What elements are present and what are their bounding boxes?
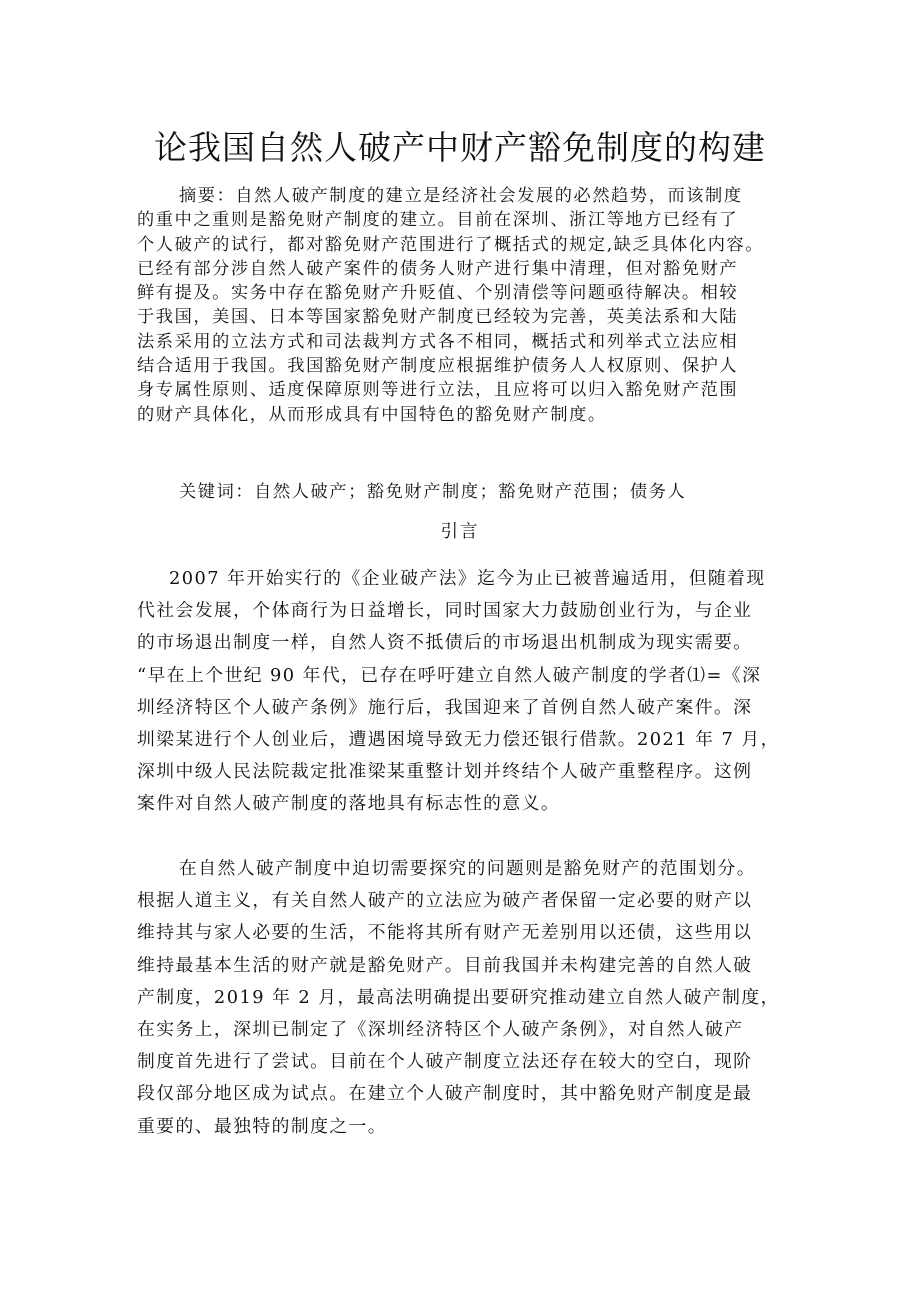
paragraph-line: 圳经济特区个人破产条例》施行后，我国迎来了首例自然人破产案件。深 bbox=[137, 696, 753, 718]
paragraph-line: 重要的、最独特的制度之一。 bbox=[137, 1115, 388, 1137]
paragraph-line: 的市场退出制度一样，自然人资不抵债后的市场退出机制成为现实需要。 bbox=[137, 632, 753, 654]
paragraph-line: 代社会发展，个体商行为日益增长，同时国家大力鼓励创业行为，与企业 bbox=[137, 600, 753, 622]
paragraph-line: 圳梁某进行个人创业后，遭遇困境导致无力偿还银行借款。2021 年 7 月， bbox=[137, 729, 780, 751]
abstract bbox=[137, 184, 807, 427]
document-title: 论我国自然人破产中财产豁免制度的构建 bbox=[154, 128, 766, 167]
abstract-line: 结合适用于我国。我国豁免财产制度应根据维护债务人人权原则、保护人 bbox=[137, 356, 739, 377]
abstract-line: 鲜有提及。实务中存在豁免财产升贬值、个别清偿等问题亟待解决。相较 bbox=[137, 283, 739, 304]
abstract-line: 已经有部分涉自然人破产案件的债务人财产进行集中清理，但对豁免财产 bbox=[137, 258, 739, 279]
paragraph-line: 2007 年开始实行的《企业破产法》迄今为止已被普遍适用，但随着现 bbox=[169, 568, 766, 589]
abstract-line: 的财产具体化，从而形成具有中国特色的豁免财产制度。 bbox=[137, 404, 607, 425]
abstract-line: 法系采用的立法方式和司法裁判方式各不相同，概括式和列举式立法应相 bbox=[137, 331, 739, 352]
abstract-line: 身专属性原则、适度保障原则等进行立法，且应将可以归入豁免财产范围 bbox=[137, 380, 739, 401]
paragraph-line: 在实务上，深圳已制定了《深圳经济特区个人破产条例》，对自然人破产 bbox=[137, 1019, 744, 1041]
section-heading-introduction: 引言 bbox=[440, 522, 480, 542]
paragraph-line: 维持其与家人必要的生活，不能将其所有财产无差别用以还债，这些用以 bbox=[137, 922, 753, 944]
abstract-line: 于我国，美国、日本等国家豁免财产制度已经较为完善，英美法系和大陆 bbox=[137, 307, 739, 328]
paragraph-line: 产制度，2019 年 2 月，最高法明确提出要研究推动建立自然人破产制度， bbox=[137, 986, 780, 1008]
paragraph-line: 维持最基本生活的财产就是豁免财产。目前我国并未构建完善的自然人破 bbox=[137, 954, 753, 976]
paragraph-line: 在自然人破产制度中迫切需要探究的问题则是豁免财产的范围划分。 bbox=[179, 858, 756, 879]
paragraph-line: 深圳中级人民法院裁定批准梁某重整计划并终结个人破产重整程序。这例 bbox=[137, 761, 753, 783]
paragraph-line: 段仅部分地区成为试点。在建立个人破产制度时，其中豁免财产制度是最 bbox=[137, 1083, 753, 1105]
abstract-line: 个人破产的试行，都对豁免财产范围进行了概括式的规定,缺乏具体化内容。 bbox=[137, 234, 765, 255]
keywords: 关键词：自然人破产；豁免财产制度；豁免财产范围；债务人 bbox=[179, 482, 687, 502]
paragraph-line: 制度首先进行了尝试。目前在个人破产制度立法还存在较大的空白，现阶 bbox=[137, 1051, 753, 1073]
paragraph-line: 案件对自然人破产制度的落地具有标志性的意义。 bbox=[137, 793, 561, 815]
abstract-line: 的重中之重则是豁免财产制度的建立。目前在深圳、浙江等地方已经有了 bbox=[137, 210, 739, 231]
paragraph-line: 根据人道主义，有关自然人破产的立法应为破产者保留一定必要的财产以 bbox=[137, 890, 753, 912]
body-paragraph bbox=[137, 853, 817, 1143]
body-paragraph bbox=[137, 563, 817, 821]
paragraph-line: “早在上个世纪 90 年代，已存在呼吁建立自然人破产制度的学者⑴=《深 bbox=[137, 664, 762, 686]
abstract-line: 摘要：自然人破产制度的建立是经济社会发展的必然趋势，而该制度 bbox=[179, 186, 743, 206]
